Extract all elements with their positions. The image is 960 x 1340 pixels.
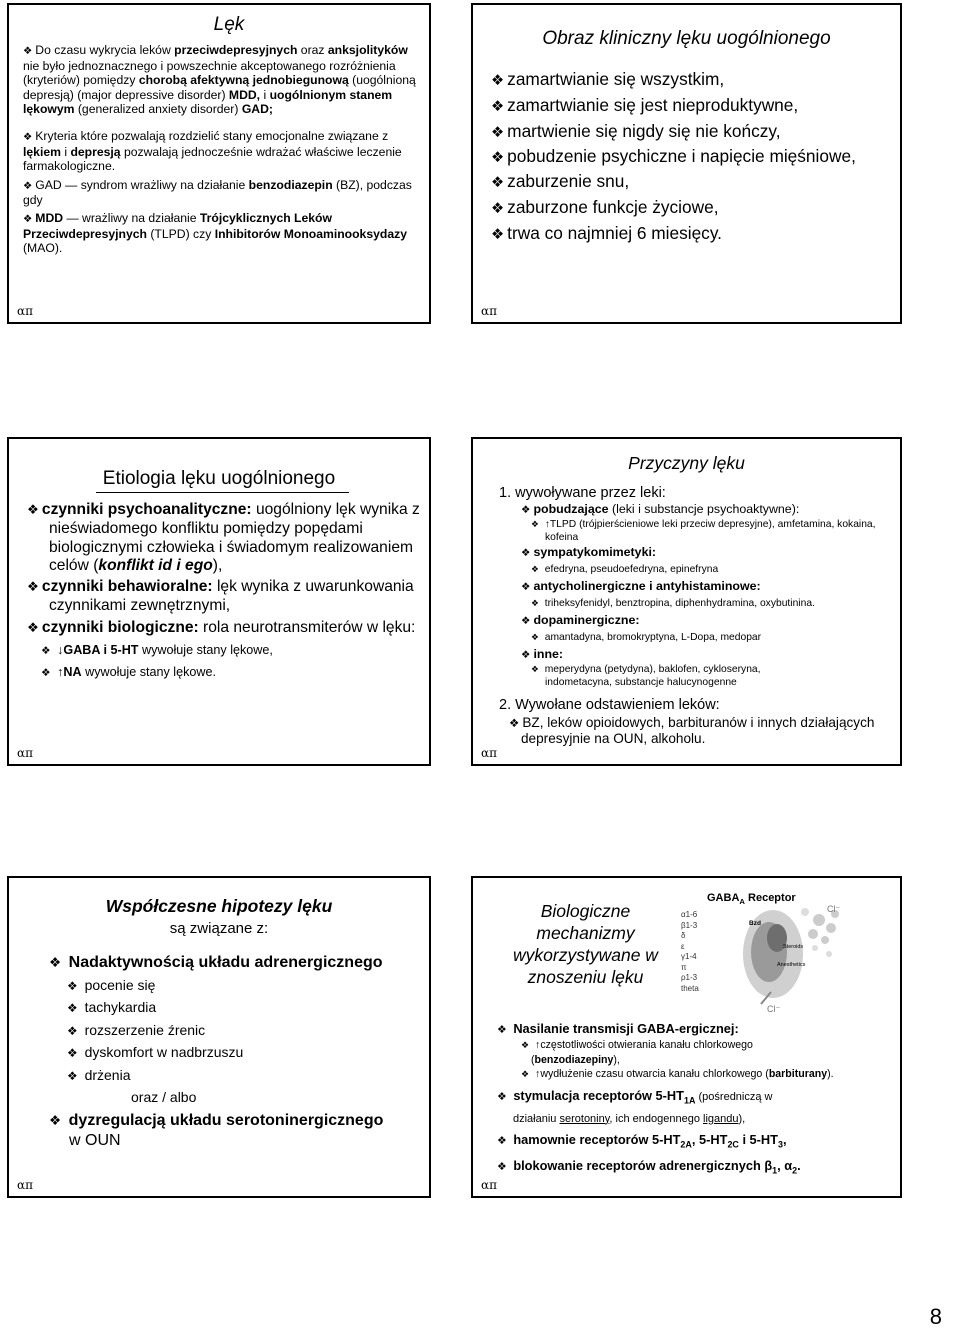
figure-title: $GABA_A$ Receptor: [707, 892, 796, 907]
connector-text: oraz / albo: [131, 1089, 197, 1105]
slide-subtitle: są związane z:: [169, 920, 269, 937]
bullet-item: ❖ antycholinergiczne i antyhistaminowe:: [521, 579, 761, 593]
sub-bullet-item: ❖ efedryna, pseudoefedryna, epinefryna: [531, 564, 719, 575]
bullet-item: ❖ Nasilanie transmisji GABA-ergicznej:: [497, 1021, 739, 1036]
diamond-bullet-icon: ❖: [67, 978, 78, 993]
diamond-bullet-icon: ❖: [521, 1070, 530, 1080]
list-item: ❖ zamartwianie się wszystkim,: [491, 69, 725, 89]
diamond-bullet-icon: ❖: [491, 174, 505, 191]
diamond-bullet-icon: ❖: [41, 644, 51, 658]
bullet-item: ❖ hamownie receptorów $5-HT_{2A}$, $5-HT_{2C}$ i $5-HT_3$,: [497, 1131, 787, 1150]
diamond-bullet-icon: ❖: [497, 1160, 507, 1174]
diamond-bullet-icon: ❖: [27, 580, 39, 596]
bullet-item: ❖ dopaminergiczne:: [521, 613, 640, 627]
chloride-ion-label: Cl⁻: [827, 904, 841, 914]
sub-bullet-item: ❖ ↑TLPD (trójpierścieniowe leki przeciw depresyjne), amfetamina, kokaina, kofeina: [531, 519, 876, 543]
arrow-down-icon: ↓: [57, 643, 64, 658]
diamond-bullet-icon: ❖: [521, 581, 531, 593]
bullet-item: ❖ blokowanie receptorów adrenergicznych $\beta_1$, $\alpha_2$.: [497, 1158, 801, 1176]
list-item: ❖ zaburzone funkcje życiowe,: [491, 197, 719, 217]
diamond-bullet-icon: ❖: [497, 1133, 507, 1147]
diamond-bullet-icon: ❖: [23, 45, 33, 57]
bullet-item: ❖ czynniki biologiczne: rola neurotransmiterów w lęku:: [27, 618, 416, 636]
sub-bullet-item: ❖ rozszerzenie źrenic: [67, 1021, 206, 1038]
diamond-bullet-icon: ❖: [531, 520, 539, 530]
sub-bullet-item: ❖ pocenie się: [67, 976, 156, 993]
diamond-bullet-icon: ❖: [491, 124, 505, 141]
diamond-bullet-icon: ❖: [531, 565, 539, 575]
bullet-item: ❖ czynniki behawioralne: lęk wynika z uwarunkowania czynnikami zewnętrznymi,: [27, 578, 414, 615]
subunit-list: α1-6 β1-3 δ ε γ1-4 π ρ1-3 theta: [681, 910, 699, 993]
sub-bullet-item: ❖ meperydyna (petydyna), baklofen, cykloseryna, indometacyna, substancje halucynogenne: [531, 664, 761, 688]
gaba-receptor-diagram: [679, 892, 851, 1020]
slide-title: Współczesne hipotezy lęku: [105, 896, 333, 916]
diamond-bullet-icon: ❖: [49, 955, 62, 971]
slide-title: Przyczyny lęku: [628, 453, 745, 473]
bullet-item-continuation: działaniu serotoniny, ich endogennego ligandu),: [513, 1112, 746, 1125]
slide-title: Biologiczne mechanizmy wykorzystywane w znoszeniu lęku: [513, 901, 658, 987]
slide-body: [49, 952, 429, 1150]
bullet-item: ❖ Kryteria które pozwalają rozdzielić stany emocjonalne związane z lękiem i depresją pozwalają jednocześnie wdrażać właściwe leczenie farmakologiczne.: [23, 128, 402, 174]
diamond-bullet-icon: ❖: [521, 615, 531, 627]
diamond-bullet-icon: ❖: [491, 226, 505, 243]
slide-przyczyny: [471, 437, 902, 766]
slide-body: [499, 486, 895, 747]
sub-bullet-item: ❖ amantadyna, bromokryptyna, L-Dopa, medopar: [531, 632, 762, 643]
slide-mechanizmy: [471, 876, 902, 1198]
list-item: ❖ zamartwianie się jest nieproduktywne,: [491, 95, 799, 115]
slide-body: [497, 1020, 895, 1180]
slide-footer-logo: απ: [481, 1178, 497, 1192]
diamond-bullet-icon: ❖: [531, 599, 539, 609]
bullet-item-continuation: w OUN: [69, 1131, 121, 1149]
slide-footer-logo: απ: [481, 746, 497, 760]
diamond-bullet-icon: ❖: [491, 72, 505, 89]
slide-hipotezy: [7, 876, 431, 1198]
bullet-item: ❖ MDD — wrażliwy na działanie Trójcyklicznych Leków Przeciwdepresyjnych (TLPD) czy Inhibitorów Monoaminooksydazy (MAO).: [23, 210, 407, 256]
diamond-bullet-icon: ❖: [521, 547, 531, 559]
bullet-item: ❖ pobudzające (leki i substancje psychoaktywne):: [521, 502, 800, 516]
slide-lek: [7, 3, 431, 324]
diamond-bullet-icon: ❖: [27, 503, 39, 518]
diamond-bullet-icon: ❖: [531, 665, 539, 675]
diamond-bullet-icon: ❖: [67, 1068, 78, 1083]
bullet-item: ❖ sympatykomimetyki:: [521, 545, 657, 559]
sub-bullet-item: ❖ ↑wydłużenie czasu otwarcia kanału chlorkowego (barbiturany).: [521, 1068, 834, 1080]
bullet-item: ❖ GAD — syndrom wrażliwy na działanie benzodiazepin (BZ), podczas gdy: [23, 177, 412, 208]
diamond-bullet-icon: ❖: [41, 666, 51, 680]
list-item: ❖ pobudzenie psychiczne i napięcie mięśniowe,: [491, 146, 856, 166]
binding-site-label: Bzd: [749, 920, 761, 927]
diamond-bullet-icon: ❖: [23, 212, 33, 225]
bullet-item: ❖ stymulacja receptorów $5-HT_{1A}$ (pośredniczą w: [497, 1088, 773, 1106]
diamond-bullet-icon: ❖: [23, 130, 33, 143]
list-item: ❖ zaburzenie snu,: [491, 171, 630, 191]
slide-footer-logo: απ: [17, 304, 33, 318]
slide-footer-logo: απ: [481, 304, 497, 318]
sub-bullet-item: ❖ drżenia: [67, 1066, 131, 1083]
sub-bullet-item: ❖ tachykardia: [67, 999, 157, 1015]
sub-bullet-item: ❖ ↑częstotliwości otwierania kanału chlorkowego: [521, 1039, 753, 1051]
diamond-bullet-icon: ❖: [509, 716, 520, 730]
diamond-bullet-icon: ❖: [521, 504, 531, 516]
diamond-bullet-icon: ❖: [67, 1023, 78, 1038]
arrow-up-icon: ↑: [57, 665, 64, 680]
slide-obraz-kliniczny: [471, 3, 902, 324]
diamond-bullet-icon: ❖: [497, 1023, 507, 1036]
diamond-bullet-icon: ❖: [67, 1001, 78, 1015]
slide-title: Etiologia lęku uogólnionego: [102, 468, 336, 489]
bullet-item: ❖ BZ, leków opioidowych, barbituranów i innych działających depresyjnie na OUN, alkoholu.: [509, 715, 875, 746]
bullet-item: ❖ inne:: [521, 647, 564, 661]
section-heading: 1. wywoływane przez leki:: [499, 485, 666, 501]
diamond-bullet-icon: ❖: [491, 98, 505, 115]
slide-title: Obraz kliniczny lęku uogólnionego: [542, 28, 831, 49]
sub-bullet-item: ❖ ↑NA wywołuje stany lękowe.: [41, 665, 217, 680]
diamond-bullet-icon: ❖: [23, 179, 33, 192]
sub-bullet-item: ❖ dyskomfort w nadbrzuszu: [67, 1044, 244, 1060]
slide-body: [27, 501, 427, 683]
list-item: ❖ trwa co najmniej 6 miesięcy.: [491, 223, 722, 243]
bullet-item: ❖ dyzregulacją układu serotoninergicznego: [49, 1111, 384, 1129]
binding-site-label: Anesthetics: [777, 962, 806, 968]
arrow-up-icon: ↑: [544, 519, 550, 530]
chloride-ion-label: Cl⁻: [767, 1004, 781, 1014]
diamond-bullet-icon: ❖: [49, 1112, 62, 1129]
title-underline: [96, 492, 349, 493]
slide-footer-logo: απ: [17, 746, 33, 760]
diamond-bullet-icon: ❖: [497, 1090, 507, 1103]
binding-site-label: Steroids: [783, 944, 804, 950]
diamond-bullet-icon: ❖: [521, 649, 531, 661]
diamond-bullet-icon: ❖: [531, 633, 539, 643]
bullet-item: ❖ czynniki psychoanalityczne: uogólniony lęk wynika z nieświadomego konfliktu pomiędzy popędami biologicznymi człowieka i świadomym realizowaniem celów (konflikt id i ego),: [27, 501, 420, 574]
arrow-up-icon: ↑: [535, 1068, 541, 1080]
sub-bullet-item: ❖ ↓GABA i 5-HT wywołuje stany lękowe,: [41, 643, 273, 658]
diamond-bullet-icon: ❖: [491, 200, 505, 217]
bullet-item: ❖ Do czasu wykrycia leków przeciwdepresyjnych oraz anksjolityków nie było jednoznacznego i powszechnie akceptowanego rozróżnienia (kryteriów) pomiędzy chorobą afektywną jednobiegunową (uogólnioną depresją) (major depressive disorder) MDD, i uogólnionym stanem lękowym (generalized anxiety disorder) GAD;: [23, 43, 416, 117]
section-heading: 2. Wywołane odstawieniem leków:: [499, 697, 720, 713]
list-item: ❖ martwienie się nigdy się nie kończy,: [491, 121, 781, 141]
gaba-receptor-figure: [679, 892, 851, 1020]
diamond-bullet-icon: ❖: [67, 1046, 78, 1060]
arrow-up-icon: ↑: [535, 1039, 541, 1051]
diamond-bullet-icon: ❖: [491, 149, 505, 166]
slide-etiologia: [7, 437, 431, 766]
slide-body: [491, 67, 891, 247]
diamond-bullet-icon: ❖: [521, 1041, 530, 1051]
diamond-bullet-icon: ❖: [27, 620, 39, 636]
sub-bullet-continuation: (benzodiazepiny),: [531, 1054, 620, 1066]
bullet-item: ❖ Nadaktywnością układu adrenergicznego: [49, 954, 383, 971]
slide-body: [23, 43, 423, 256]
sub-bullet-item: ❖ triheksyfenidyl, benztropina, diphenhydramina, oxybutinina.: [531, 598, 815, 609]
slide-title: Lęk: [213, 14, 245, 35]
page-number: 8: [929, 1304, 942, 1329]
slide-footer-logo: απ: [17, 1178, 33, 1192]
